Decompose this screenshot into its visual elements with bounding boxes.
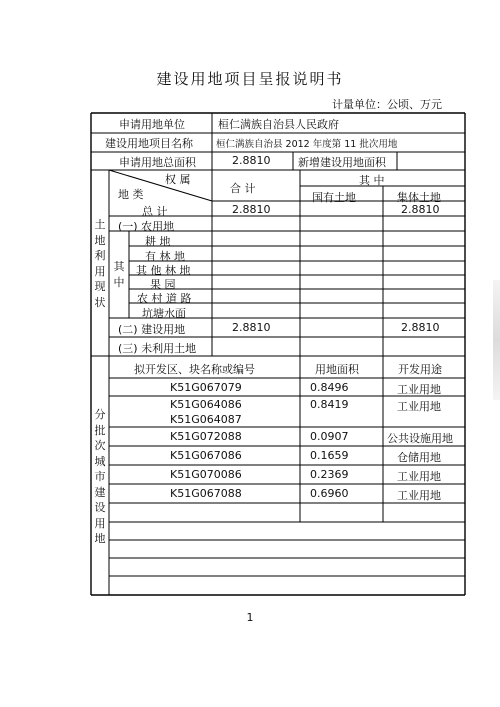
- plot-code: K51G067086: [170, 449, 242, 462]
- plot-use: 工业用地: [397, 489, 441, 502]
- construction-land-sum: 2.8810: [232, 321, 271, 334]
- plot-area: 0.0907: [310, 430, 349, 443]
- agricultural-land-label: (一) 农用地: [118, 220, 175, 233]
- total-area-value: 2.8810: [232, 154, 271, 167]
- plot-use: 仓储用地: [397, 451, 441, 464]
- among-column-header: 其 中: [359, 174, 385, 187]
- grand-total-label: 总 计: [142, 205, 168, 218]
- land-use-section-label: 土地利用现状: [94, 218, 106, 309]
- plot-use: 工业用地: [397, 400, 441, 413]
- plot-code: K51G064087: [170, 413, 242, 426]
- total-area-label: 申请用地总面积: [119, 156, 196, 169]
- land-category-label: 地 类: [118, 188, 144, 201]
- ownership-label: 权 属: [165, 173, 191, 186]
- other-forest-land-label: 其 他 林 地: [136, 264, 191, 277]
- measurement-unit: 计量单位：公顷、万元: [332, 98, 442, 111]
- plot-code: K51G064086: [170, 398, 242, 411]
- plot-use: 工业用地: [397, 383, 441, 396]
- use-column-header: 开发用途: [398, 363, 442, 376]
- scan-edge-shadow: [493, 280, 500, 400]
- new-construction-area-label: 新增建设用地面积: [298, 156, 386, 169]
- plot-column-header: 拟开发区、块名称或编号: [134, 363, 255, 376]
- document-title: 建设用地项目呈报说明书: [156, 70, 344, 88]
- area-column-header: 用地面积: [315, 363, 359, 376]
- plot-use: 工业用地: [397, 470, 441, 483]
- orchard-label: 果 园: [150, 278, 176, 291]
- collective-land-header: 集体土地: [397, 191, 441, 204]
- pond-water-label: 坑塘水面: [142, 307, 186, 320]
- applicant-label: 申请用地单位: [119, 118, 185, 131]
- sum-column-header: 合 计: [230, 182, 256, 195]
- rural-road-label: 农 村 道 路: [137, 292, 192, 305]
- plot-area: 0.8419: [310, 398, 349, 411]
- plot-code: K51G067088: [170, 487, 242, 500]
- plot-code: K51G067079: [170, 381, 242, 394]
- project-name-value: 桓仁满族自治县 2012 年度第 11 批次用地: [216, 139, 398, 150]
- plot-area: 0.8496: [310, 381, 349, 394]
- plot-area: 0.1659: [310, 449, 349, 462]
- plot-code: K51G072088: [170, 430, 242, 443]
- plot-use: 公共设施用地: [387, 432, 453, 445]
- cultivated-land-label: 耕 地: [145, 235, 171, 248]
- grand-total-sum: 2.8810: [232, 203, 271, 216]
- forest-land-label: 有 林 地: [145, 250, 185, 263]
- applicant-value: 桓仁满族自治县人民政府: [218, 118, 339, 131]
- construction-land-label: (二) 建设用地: [118, 323, 186, 336]
- plot-code: K51G070086: [170, 468, 242, 481]
- project-name-label: 建设用地项目名称: [105, 137, 193, 150]
- batch-section-label: 分批次城市建设用地: [94, 408, 106, 545]
- grand-total-collective: 2.8810: [401, 203, 440, 216]
- sub-items-label: 其中: [113, 260, 125, 289]
- plot-area: 0.6960: [310, 487, 349, 500]
- state-owned-land-header: 国有土地: [312, 191, 356, 204]
- page-number: 1: [246, 611, 254, 624]
- plot-area: 0.2369: [310, 468, 349, 481]
- unused-land-label: (三) 未利用土地: [118, 342, 197, 355]
- construction-land-collective: 2.8810: [401, 321, 440, 334]
